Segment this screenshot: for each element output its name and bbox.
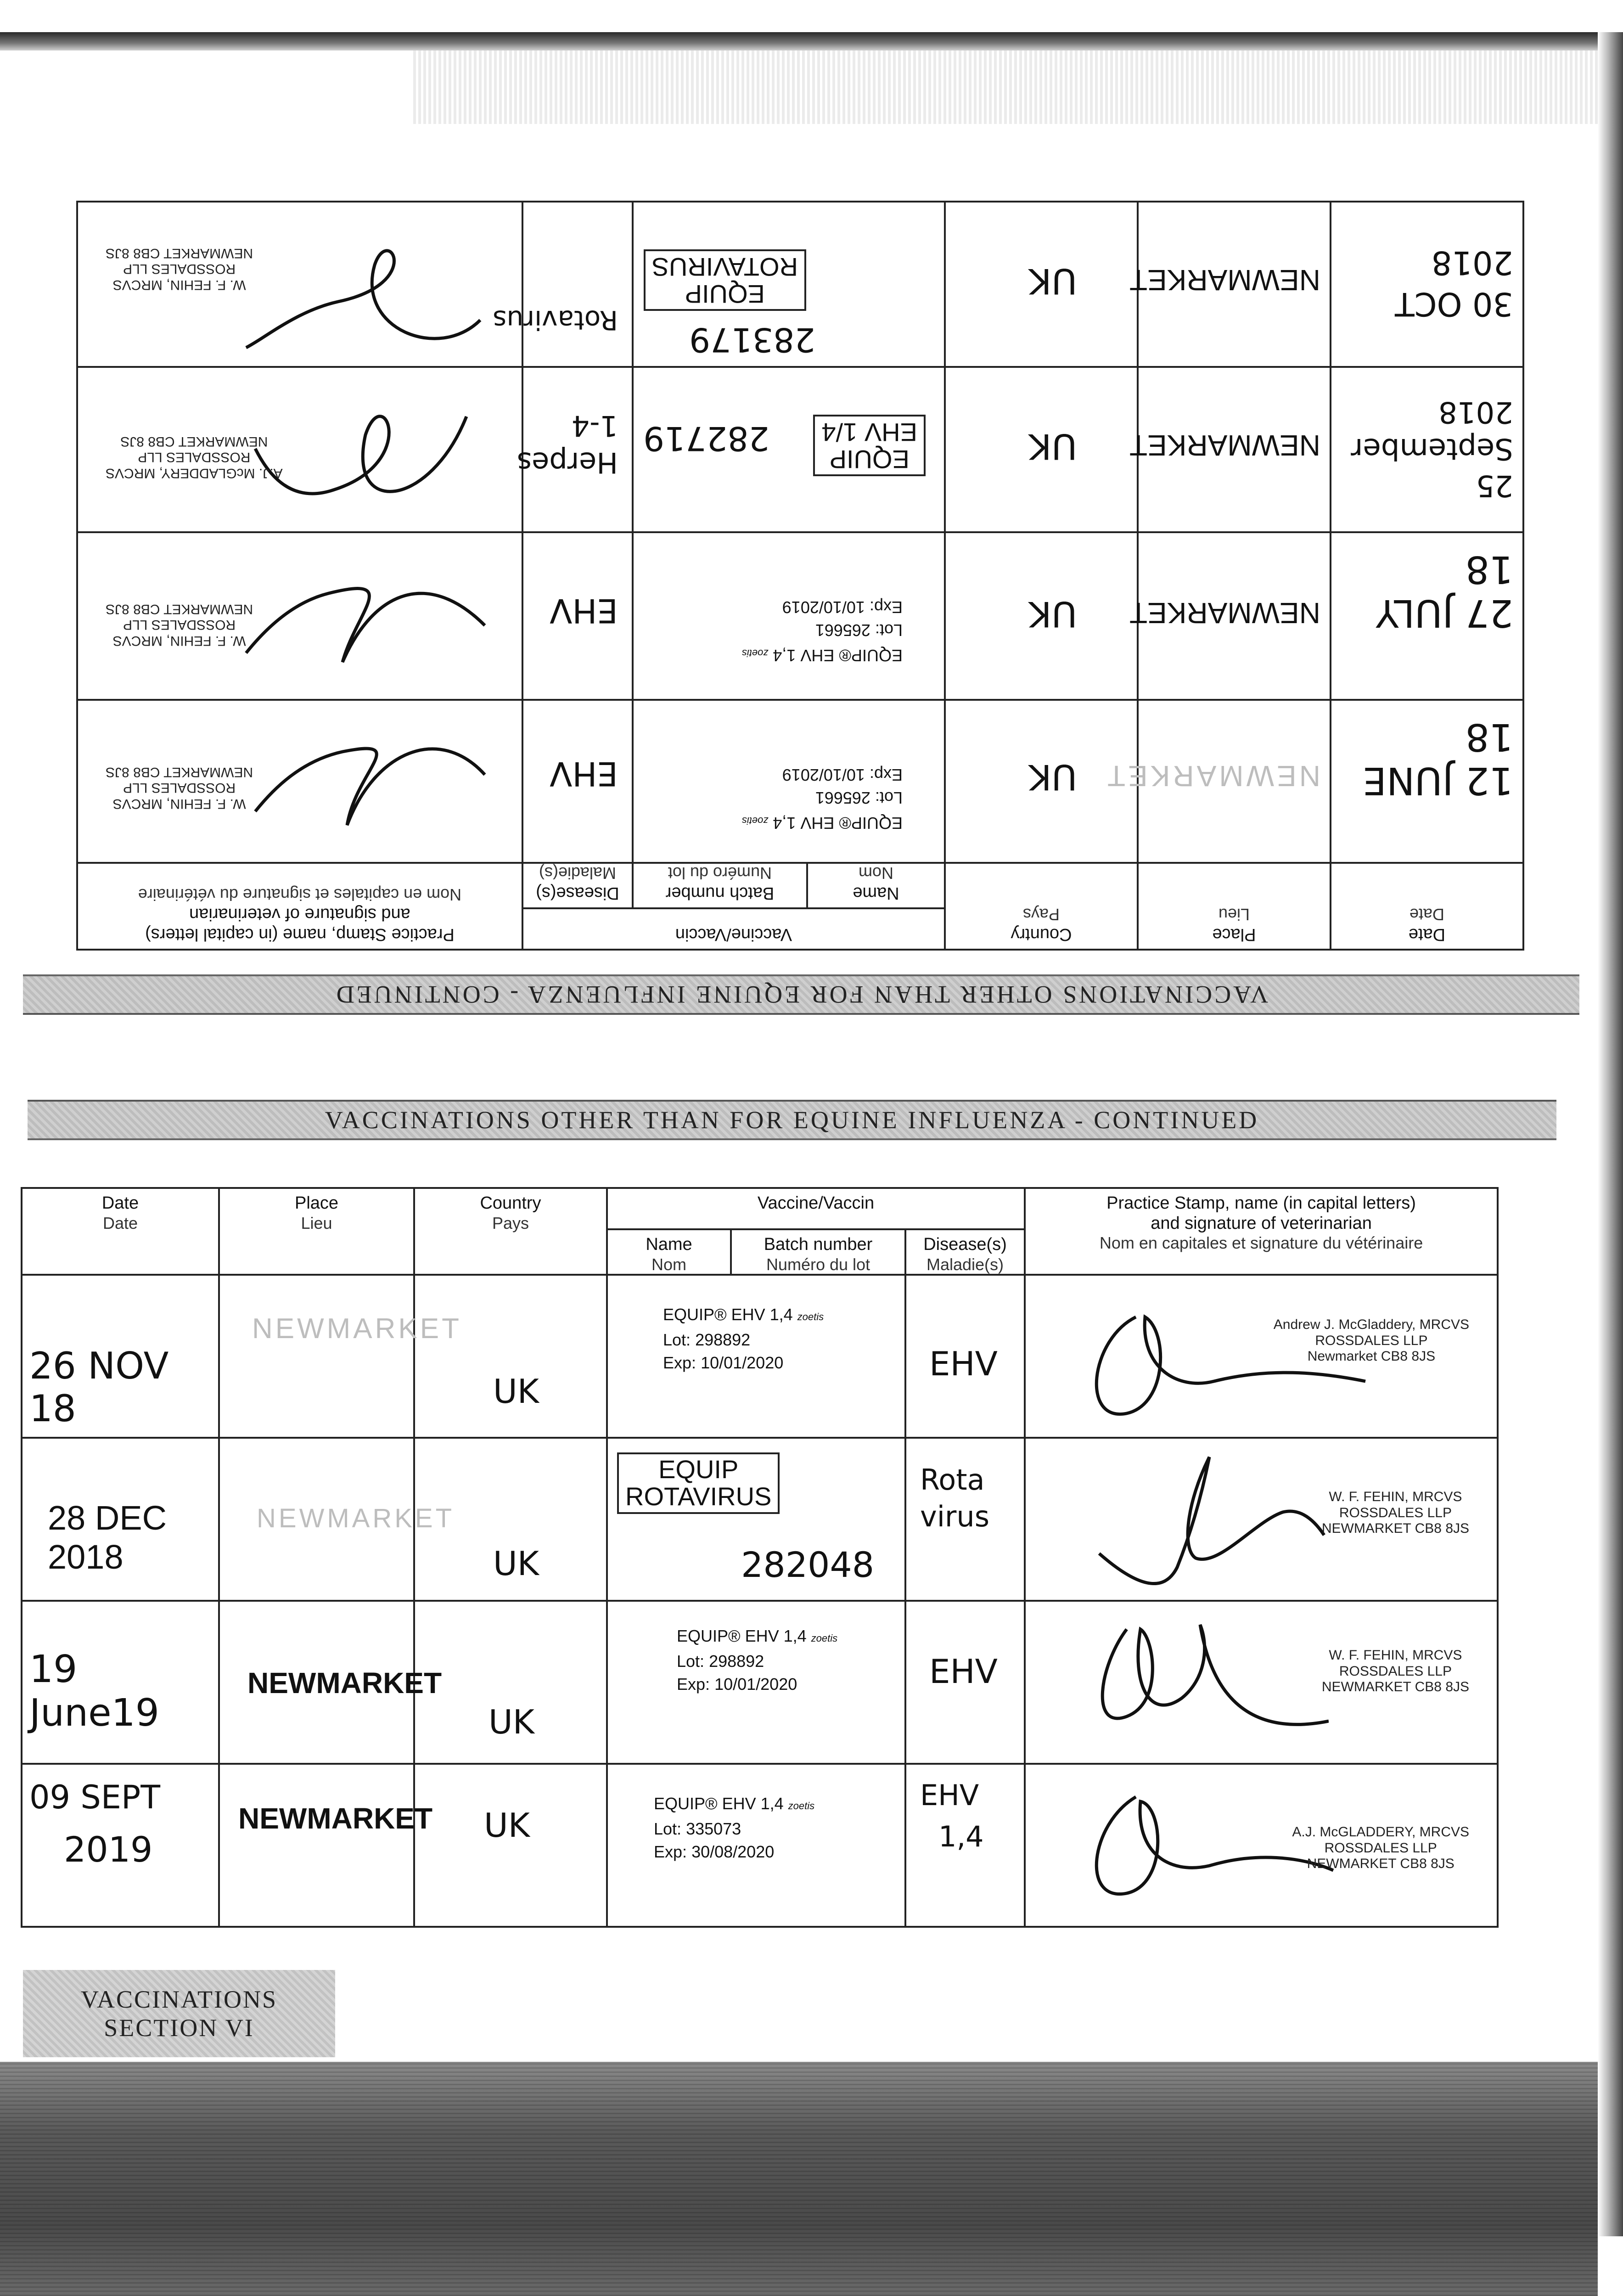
signature xyxy=(237,724,494,844)
country: UK xyxy=(1028,756,1077,798)
flipped-vaccination-table xyxy=(76,201,1524,951)
country: UK xyxy=(1028,593,1077,635)
table-row xyxy=(77,202,1523,367)
scan-edge-top xyxy=(0,32,1598,51)
disease: Rotavirus xyxy=(493,304,618,336)
disease: EHV xyxy=(929,1345,998,1384)
place: NEWMARKET xyxy=(1105,759,1320,793)
header-date: Date Date xyxy=(22,1188,219,1275)
date: 25 September 2018 xyxy=(1351,394,1513,502)
header-disease: Disease(s) Maladie(s) xyxy=(522,863,633,908)
vet-stamp: W. F. FEHIN, MRCVS ROSSDALES LLP NEWMARKET CB8 8JS xyxy=(105,764,253,811)
header-place: Place Lieu xyxy=(1138,863,1331,950)
place: NEWMARKET xyxy=(247,1666,442,1700)
vet-stamp: Andrew J. McGladdery, MRCVS ROSSDALES LLP Newmarket CB8 8JS xyxy=(1273,1317,1470,1364)
table-row xyxy=(22,1438,1498,1601)
country: UK xyxy=(493,1544,539,1583)
vaccine-label: EQUIP® EHV 1,4 zoetis Lot: 298892 Exp: 10/01/2020 xyxy=(677,1626,838,1694)
vet-stamp: A.J. McGLADDERY, MRCVS ROSSDALES LLP NEWMARKET CB8 8JS xyxy=(105,433,283,481)
vaccine-label: EQUIP® EHV 1,4 zoetis Lot: 265661 Exp: 10/10/2019 xyxy=(741,765,903,833)
header-vaccine: Vaccine/Vaccin xyxy=(607,1188,1025,1229)
header-stamp: Practice Stamp, name (in capital letters) and signature of veterinarian Nom en capitales et signature du vétérinaire xyxy=(77,863,522,950)
scan-noise-top xyxy=(413,51,1598,124)
flipped-banner: VACCINATIONS OTHER THAN FOR EQUINE INFLUENZA - CONTINUED xyxy=(23,974,1579,1015)
place: NEWMARKET xyxy=(1129,596,1320,630)
disease-type: 1,4 xyxy=(938,1820,984,1854)
vet-stamp: W. F. FEHIN, MRCVS ROSSDALES LLP NEWMARKET CB8 8JS xyxy=(105,245,253,293)
scan-edge-bottom xyxy=(0,2062,1598,2296)
header-batch: Batch number Numéro du lot xyxy=(633,863,807,908)
table-row xyxy=(77,532,1523,700)
country: UK xyxy=(493,1372,539,1411)
disease: EHV xyxy=(550,591,618,630)
header-name: Name Nom xyxy=(807,863,945,908)
date: 26 NOV 18 xyxy=(29,1345,169,1430)
product-stamp: EQUIP ROTAVIRUS xyxy=(617,1452,780,1514)
date: 19 June19 xyxy=(29,1648,159,1735)
header-place: Place Lieu xyxy=(219,1188,414,1275)
date: 30 OCT 2018 xyxy=(1394,243,1513,323)
batch-number: 283179 xyxy=(689,320,815,359)
signature xyxy=(1072,1611,1329,1758)
disease: EHV xyxy=(929,1652,998,1691)
date: 28 DEC 2018 xyxy=(48,1499,167,1576)
disease: EHV xyxy=(550,754,618,793)
date: 27 JULY 18 xyxy=(1376,547,1513,635)
batch-number: 282048 xyxy=(741,1544,875,1586)
vaccine-label: EQUIP® EHV 1,4 zoetis Lot: 335073 Exp: 30/08/2020 xyxy=(654,1794,815,1862)
header-date: Date Date xyxy=(1331,863,1523,950)
product-stamp: EQUIP ROTAVIRUS xyxy=(644,249,806,311)
vaccine-label: EQUIP® EHV 1,4 zoetis Lot: 265661 Exp: 10/10/2019 xyxy=(741,597,903,665)
table-row xyxy=(22,1601,1498,1764)
section-tag: VACCINATIONS SECTION VI xyxy=(23,1970,335,2057)
country: UK xyxy=(1028,260,1077,302)
place: NEWMARKET xyxy=(1129,428,1320,462)
vaccine-label: EQUIP® EHV 1,4 zoetis Lot: 298892 Exp: 10/01/2020 xyxy=(663,1305,824,1373)
vet-stamp: W. F. FEHIN, MRCVS ROSSDALES LLP NEWMARKET CB8 8JS xyxy=(105,601,253,648)
signature xyxy=(237,219,494,357)
country: UK xyxy=(489,1703,534,1742)
table-row xyxy=(77,367,1523,532)
place: NEWMARKET xyxy=(1129,263,1320,297)
header-stamp: Practice Stamp, name (in capital letters) and signature of veterinarian Nom en capitales et signature du vétérinaire xyxy=(1025,1188,1498,1275)
header-country: Country Pays xyxy=(414,1188,607,1275)
vet-stamp: A.J. McGLADDERY, MRCVS ROSSDALES LLP NEWMARKET CB8 8JS xyxy=(1292,1824,1470,1872)
date: 12 JUNE 18 xyxy=(1363,715,1513,802)
vet-stamp: W. F. FEHIN, MRCVS ROSSDALES LLP NEWMARKET CB8 8JS xyxy=(1321,1648,1470,1695)
vaccination-table xyxy=(21,1187,1499,1928)
header-name: Name Nom xyxy=(607,1229,731,1275)
batch-number: 282719 xyxy=(643,419,769,458)
date: 09 SEPT xyxy=(29,1778,160,1817)
table-row xyxy=(22,1764,1498,1927)
section-banner: VACCINATIONS OTHER THAN FOR EQUINE INFLUENZA - CONTINUED xyxy=(28,1100,1556,1140)
place: NEWMARKET xyxy=(238,1802,433,1835)
country: UK xyxy=(484,1806,530,1845)
place: NEWMARKET xyxy=(257,1503,455,1534)
flipped-page-section xyxy=(78,188,1524,1008)
product-stamp: EQUIP EHV 1/4 xyxy=(813,415,926,476)
header-country: Country Pays xyxy=(945,863,1138,950)
header-batch: Batch number Numéro du lot xyxy=(731,1229,905,1275)
country: UK xyxy=(1028,426,1077,467)
header-disease: Disease(s) Maladie(s) xyxy=(905,1229,1025,1275)
disease: Rota virus xyxy=(920,1463,990,1534)
disease: EHV xyxy=(920,1778,979,1812)
signature xyxy=(237,561,494,681)
table-row xyxy=(77,700,1523,863)
disease: Herpes 1-4 xyxy=(517,409,618,479)
signature xyxy=(1072,1448,1329,1595)
header-vaccine: Vaccine/Vaccin xyxy=(522,908,945,950)
vet-stamp: W. F. FEHIN, MRCVS ROSSDALES LLP NEWMARKET CB8 8JS xyxy=(1321,1489,1470,1536)
date-year: 2019 xyxy=(64,1829,153,1870)
scan-edge-right xyxy=(1598,32,1623,2236)
table-row xyxy=(22,1275,1498,1438)
place: NEWMARKET xyxy=(252,1313,462,1345)
